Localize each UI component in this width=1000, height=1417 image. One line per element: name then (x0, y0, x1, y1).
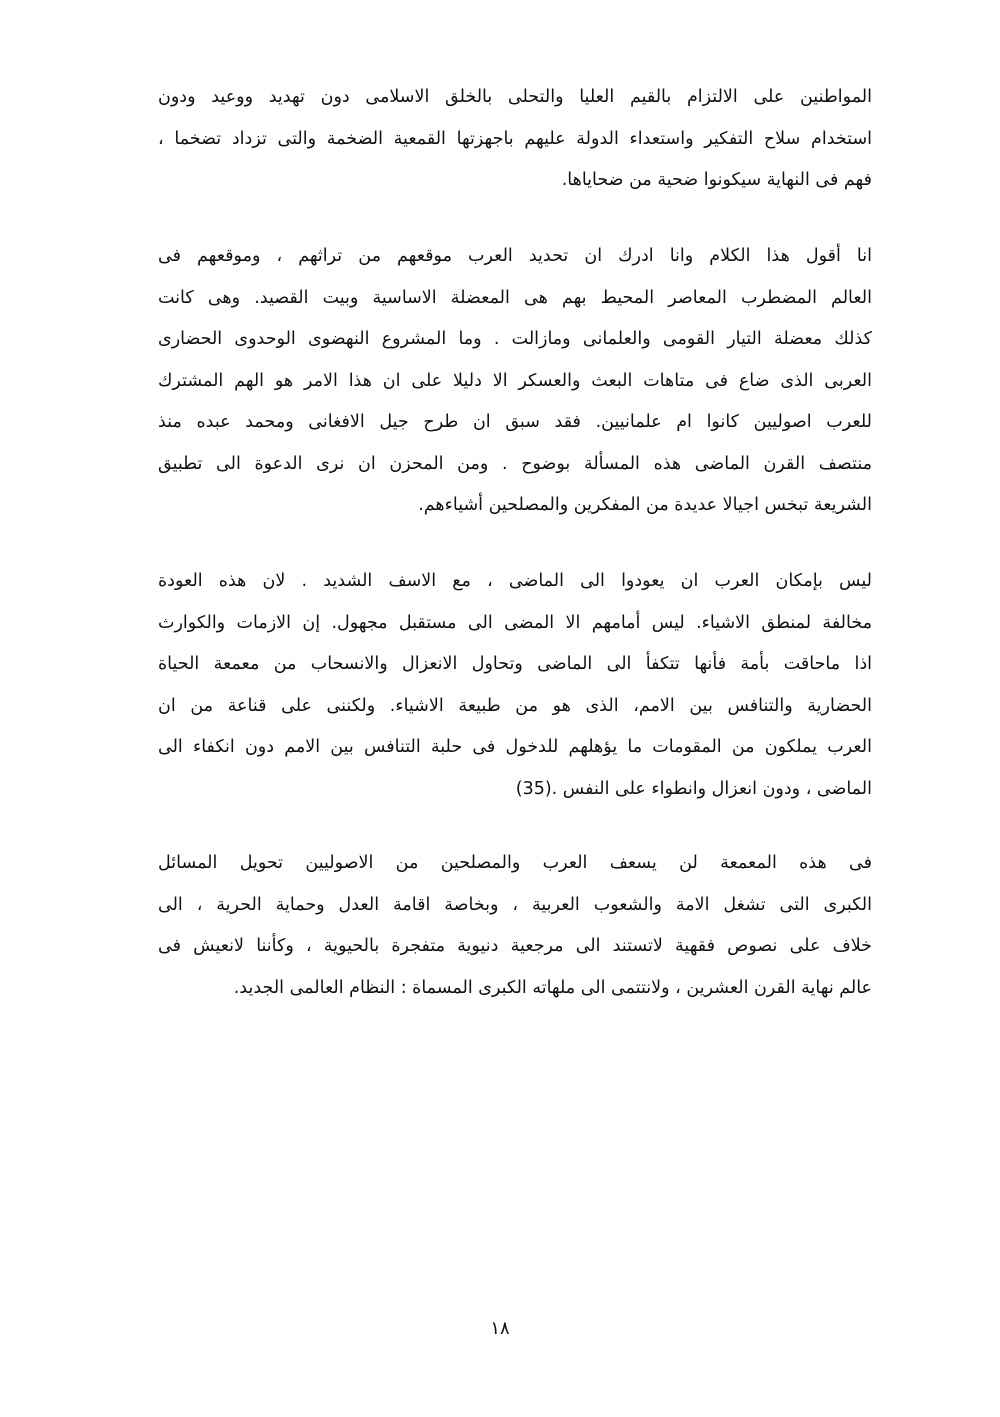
text-line: فهم فى النهاية سيكونوا ضحية من ضحاياها. (561, 170, 872, 190)
text-line: منتصف القرن الماضى هذه المسألة بوضوح . ومن المحزن ان نرى الدعوة الى تطبيق (158, 453, 872, 474)
text-line: العربى الذى ضاع فى متاهات البعث والعسكر الا دليلا على ان هذا الامر هو الهم المشترك (158, 370, 872, 391)
paragraph (158, 77, 872, 202)
text-line: كذلك معضلة التيار القومى والعلمانى ومازالت . وما المشروع النهضوى الوحدوى الحضارى (158, 329, 872, 349)
text-line: العرب يملكون من المقومات ما يؤهلهم للدخول فى حلبة التنافس بين الامم دون انكفاء الى (158, 737, 872, 757)
text-line: فى هذه المعمعة لن يسعف العرب والمصلحين من الاصوليين تحويل المسائل (158, 853, 872, 873)
text-line: عالم نهاية القرن العشرين ، ولانتتمى الى ملهاته الكبرى المسماة : النظام العالمى الجديد. (233, 977, 872, 998)
text-line: استخدام سلاح التفكير واستعداء الدولة عليهم باجهزتها القمعية الضخمة والتى تزداد تضخما ، (158, 128, 872, 149)
page-number: ١٨ (490, 1318, 510, 1339)
text-line: ليس بإمكان العرب ان يعودوا الى الماضى ، مع الاسف الشديد . لان هذه العودة (158, 571, 872, 591)
text-line: انا أقول هذا الكلام وانا ادرك ان تحديد العرب موقعهم من تراثهم ، وموقعهم فى (158, 246, 872, 266)
text-line: الكبرى التى تشغل الامة والشعوب العربية ، وبخاصة اقامة العدل وحماية الحرية ، الى (158, 894, 872, 915)
paragraph (158, 843, 872, 1009)
text-line: مخالفة لمنطق الاشياء. ليس أمامهم الا المضى الى مستقبل مجهول. إن الازمات والكوارث (158, 612, 872, 633)
paragraph (158, 236, 872, 527)
text-line: المواطنين على الالتزام بالقيم العليا والتحلى بالخلق الاسلامى دون تهديد ووعيد ودون (158, 87, 872, 107)
paragraph (158, 561, 872, 810)
text-line: الحضارية والتنافس بين الامم، الذى هو من طبيعة الاشياء. ولكننى على قناعة من ان (158, 695, 872, 716)
text-line: للعرب اصوليين كانوا ام علمانيين. فقد سبق ان طرح جيل الافغانى ومحمد عبده منذ (158, 412, 872, 432)
text-line: الشريعة تبخس اجيالا عديدة من المفكرين والمصلحين أشياءهم. (418, 495, 872, 515)
text-line: خلاف على نصوص فقهية لاتستند الى مرجعية دنيوية متفجرة بالحيوية ، وكأننا لانعيش فى (158, 936, 872, 956)
text-line: العالم المضطرب المعاصر المحيط بهم هى المعضلة الاساسية وبيت القصيد. وهى كانت (158, 287, 872, 308)
text-line: الماضى ، ودون انعزال وانطواء على النفس .(35) (515, 778, 872, 799)
text-line: اذا ماحاقت بأمة فأنها تتكفأ الى الماضى وتحاول الانعزال والانسحاب من معمعة الحياة (158, 654, 872, 674)
